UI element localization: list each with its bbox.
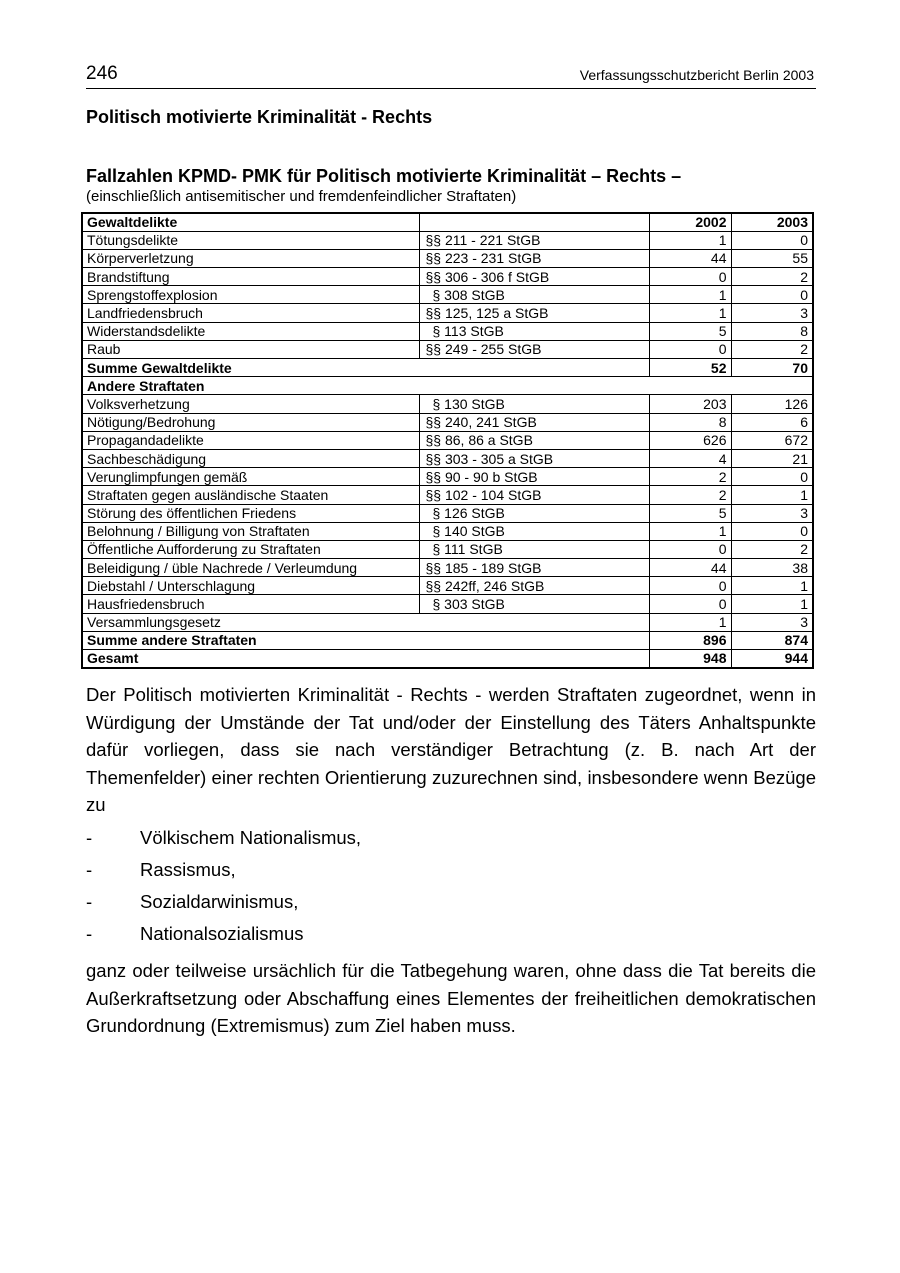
sum-value-2002: 896: [649, 631, 731, 649]
legal-reference: §§ 242ff, 246 StGB: [419, 577, 649, 595]
table-row: [82, 540, 813, 558]
table-row: [82, 559, 813, 577]
value-2003: 3: [731, 613, 813, 631]
table-row: [82, 431, 813, 449]
total-value-2003: 944: [731, 650, 813, 668]
value-2003: 2: [731, 340, 813, 358]
sum-value-2002: 52: [649, 359, 731, 377]
value-2002: 5: [649, 322, 731, 340]
offense-label: Raub: [82, 340, 419, 358]
table-row: [82, 595, 813, 613]
category-row: [82, 377, 813, 395]
value-2002: 0: [649, 268, 731, 286]
legal-reference: §§ 249 - 255 StGB: [419, 340, 649, 358]
value-2002: 1: [649, 304, 731, 322]
sum-value-2003: 874: [731, 631, 813, 649]
value-2003: 672: [731, 431, 813, 449]
offense-label: Landfriedensbruch: [82, 304, 419, 322]
bullet-dash: -: [86, 923, 93, 944]
bullet-text: Rassismus,: [140, 859, 236, 880]
offense-label: Körperverletzung: [82, 249, 419, 267]
bullet-dash: -: [86, 891, 93, 912]
legal-reference: §§ 211 - 221 StGB: [419, 231, 649, 249]
offense-label: Verunglimpfungen gemäß: [82, 468, 419, 486]
legal-reference: § 113 StGB: [419, 322, 649, 340]
offense-label: Diebstahl / Unterschlagung: [82, 577, 419, 595]
value-2003: 6: [731, 413, 813, 431]
value-2002: 0: [649, 577, 731, 595]
offense-label: Widerstandsdelikte: [82, 322, 419, 340]
legal-reference: §§ 90 - 90 b StGB: [419, 468, 649, 486]
table-row: [82, 413, 813, 431]
legal-reference: §§ 240, 241 StGB: [419, 413, 649, 431]
offense-label: Tötungsdelikte: [82, 231, 419, 249]
table-header-row: [82, 213, 813, 231]
total-label: Gesamt: [82, 650, 649, 668]
value-2002: 0: [649, 540, 731, 558]
value-2002: 1: [649, 613, 731, 631]
legal-reference: §§ 223 - 231 StGB: [419, 249, 649, 267]
value-2003: 21: [731, 449, 813, 467]
sum-violent-row: [82, 359, 813, 377]
legal-reference: § 140 StGB: [419, 522, 649, 540]
value-2002: 8: [649, 413, 731, 431]
table-row: [82, 449, 813, 467]
value-2002: 5: [649, 504, 731, 522]
value-2002: 2: [649, 486, 731, 504]
value-2003: 55: [731, 249, 813, 267]
value-2003: 2: [731, 540, 813, 558]
table-row: [82, 522, 813, 540]
offense-label: Hausfriedensbruch: [82, 595, 419, 613]
sum-label: Summe Gewaltdelikte: [82, 359, 649, 377]
value-2002: 1: [649, 522, 731, 540]
value-2003: 2: [731, 268, 813, 286]
value-2003: 126: [731, 395, 813, 413]
table-row: [82, 468, 813, 486]
table-row: [82, 231, 813, 249]
offense-label: Volksverhetzung: [82, 395, 419, 413]
table-row: [82, 395, 813, 413]
body-paragraph-2: ganz oder teilweise ursächlich für die Tatbegehung waren, ohne dass die Tat bereits die Außerkraftsetzung oder Abschaffung eines Elementes der freiheitlichen demokratischen Grundordnung (Extremismus) zum Ziel haben muss.: [86, 960, 816, 1036]
offense-label: Brandstiftung: [82, 268, 419, 286]
total-value-2002: 948: [649, 650, 731, 668]
value-2002: 4: [649, 449, 731, 467]
value-2002: 0: [649, 340, 731, 358]
value-2003: 1: [731, 486, 813, 504]
legal-reference: § 126 StGB: [419, 504, 649, 522]
statistics-table: [81, 212, 814, 669]
table-row: [82, 486, 813, 504]
value-2003: 0: [731, 231, 813, 249]
body-paragraph-1: Der Politisch motivierten Kriminalität - Rechts - werden Straftaten zugeordnet, wenn in Würdigung der Umstände der Tat und/oder der Einstellung des Täters Anhaltspunkte dafür vorliegen, dass sie nach verständiger Betrachtung (z. B. nach Art der Themenfelder) einer rechten Orientierung zuzurechnen sind, insbesondere wenn Bezüge zu: [86, 684, 816, 815]
value-2003: 3: [731, 304, 813, 322]
header-rule: [86, 88, 816, 89]
value-2003: 0: [731, 468, 813, 486]
category-label: Andere Straftaten: [82, 377, 813, 395]
value-2002: 2: [649, 468, 731, 486]
table-row: [82, 577, 813, 595]
sum-value-2003: 70: [731, 359, 813, 377]
bullet-text: Sozialdarwinismus,: [140, 891, 299, 912]
offense-label: Öffentliche Aufforderung zu Straftaten: [82, 540, 419, 558]
offense-label: Propagandadelikte: [82, 431, 419, 449]
statistics-table-body: [82, 213, 813, 668]
running-header: Verfassungsschutzbericht Berlin 2003: [579, 67, 814, 83]
offense-label: Nötigung/Bedrohung: [82, 413, 419, 431]
table-row: [82, 340, 813, 358]
total-row: [82, 650, 813, 668]
value-2002: 0: [649, 595, 731, 613]
legal-reference: § 130 StGB: [419, 395, 649, 413]
offense-label: Belohnung / Billigung von Straftaten: [82, 522, 419, 540]
table-row: [82, 304, 813, 322]
legal-reference: §§ 306 - 306 f StGB: [419, 268, 649, 286]
offense-label: Beleidigung / üble Nachrede / Verleumdung: [82, 559, 419, 577]
bullet-text: Nationalsozialismus: [140, 923, 304, 944]
value-2002: 203: [649, 395, 731, 413]
value-2002: 626: [649, 431, 731, 449]
value-2003: 1: [731, 595, 813, 613]
offense-label: Straftaten gegen ausländische Staaten: [82, 486, 419, 504]
table-row: [82, 504, 813, 522]
sum-other-row: [82, 631, 813, 649]
value-2003: 3: [731, 504, 813, 522]
value-2003: 8: [731, 322, 813, 340]
value-2002: 1: [649, 231, 731, 249]
table-row: [82, 249, 813, 267]
legal-reference: § 308 StGB: [419, 286, 649, 304]
table-row: [82, 322, 813, 340]
legal-reference: §§ 125, 125 a StGB: [419, 304, 649, 322]
section-title: Politisch motivierte Kriminalität - Rechts: [86, 107, 433, 127]
header-year-2003: 2003: [731, 213, 813, 231]
header-category: Gewaltdelikte: [82, 213, 419, 231]
value-2002: 44: [649, 249, 731, 267]
header-year-2002: 2002: [649, 213, 731, 231]
legal-reference: § 303 StGB: [419, 595, 649, 613]
legal-reference: §§ 86, 86 a StGB: [419, 431, 649, 449]
value-2003: 1: [731, 577, 813, 595]
value-2003: 0: [731, 286, 813, 304]
legal-reference: §§ 303 - 305 a StGB: [419, 449, 649, 467]
table-row: [82, 268, 813, 286]
table-row: [82, 286, 813, 304]
table-row: [82, 613, 813, 631]
legal-reference: §§ 185 - 189 StGB: [419, 559, 649, 577]
value-2003: 38: [731, 559, 813, 577]
bullet-dash: -: [86, 827, 93, 848]
legal-reference: § 111 StGB: [419, 540, 649, 558]
table-title: Fallzahlen KPMD- PMK für Politisch motivierte Kriminalität – Rechts –: [86, 166, 682, 186]
offense-label: Versammlungsgesetz: [82, 613, 649, 631]
value-2002: 44: [649, 559, 731, 577]
offense-label: Störung des öffentlichen Friedens: [82, 504, 419, 522]
table-subtitle: (einschließlich antisemitischer und fremdenfeindlicher Straftaten): [86, 188, 517, 205]
value-2003: 0: [731, 522, 813, 540]
header-empty: [419, 213, 649, 231]
offense-label: Sprengstoffexplosion: [82, 286, 419, 304]
legal-reference: §§ 102 - 104 StGB: [419, 486, 649, 504]
offense-label: Sachbeschädigung: [82, 449, 419, 467]
value-2002: 1: [649, 286, 731, 304]
bullet-text: Völkischem Nationalismus,: [140, 827, 362, 848]
page-number: 246: [86, 63, 118, 84]
sum-label: Summe andere Straftaten: [82, 631, 649, 649]
bullet-dash: -: [86, 859, 93, 880]
